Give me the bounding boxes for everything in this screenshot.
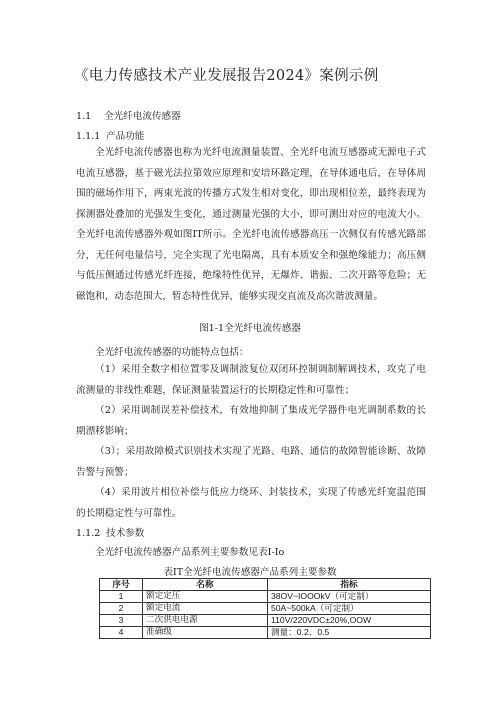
cell-index: 4 [100,627,143,639]
cell-spec: 测量：0.2、0.5 [268,627,431,639]
cell-spec: 38OV~IOOOkV（可定制） [268,591,431,603]
section-heading-1-1-2 [76,525,144,539]
cell-index: 2 [100,603,143,615]
cell-name: 额定定压 [143,591,268,603]
feature-item-1: （1）采用全数字相位置零及调制波复位双闭环控制调制解调技术，攻克了电流测量的非线性难题，保证测量装置运行的长期稳定性和可靠性； [76,364,426,396]
table-row [100,603,431,615]
column-header-name: 名称 [143,579,268,591]
cell-name: 二次供电电源 [143,615,268,627]
column-header-index: 序号 [100,579,143,591]
parameters-table [99,578,431,639]
cell-name: 准确级 [143,627,268,639]
section-number: 1.1.1 [76,131,101,142]
cell-index: 3 [100,615,143,627]
features-intro: 全光纤电流传感器的功能特点包括： [95,347,249,358]
cell-spec: 110V/220VDC±20%,OOW [268,615,431,627]
parameters-intro: 全光纤电流传感器产品系列主要参数见表I-Io [95,547,285,558]
page-title: 《电力传感技术产业发展报告2024》案例示例 [74,68,379,84]
section-number: 1.1 [76,111,92,122]
table-caption: 表IT全光纤电流传感器产品系列主要参数 [163,567,337,578]
column-header-spec: 指标 [268,579,431,591]
table-row [100,591,431,603]
feature-item-3: （3）；采用故障模式识别技术实现了光路、电路、通信的故障智能诊断、故障告警与预警； [76,446,426,478]
feature-item-2: （2）采用调制误差补偿技术，有效地抑制了集成光学器件电光调制系数的长期漂移影响； [76,405,426,437]
section-number: 1.1.2 [76,528,101,539]
figure-caption: 图1-1全光纤电流传感器 [199,323,301,334]
section-title: 技术参数 [106,528,145,539]
product-function-paragraph: 全光纤电流传感器也称为光纤电流测量装置、全光纤电流互感器或无源电子式电流互感器，基于磁光法拉第效应原理和安培环路定理，在导体通电后，在导体周围的磁场作用下，两束光波的传播方式发生相对变化，即出现相位差，最终表现为探测器处叠加的光强发生变化，通过测量光强的大小，即可测出对应的电流大小。全光纤电流传感器外观如图IT所示。全光纤电流传感器高压一次侧仅有传感光路部分，无任何电量信号，完全实现了光电隔离，具有本质安全和强绝缘能力；高压侧与低压侧通过传感光纤连接，绝缘特性优异，无爆炸、谐振、二次开路等危险；无磁饱和，动态范围大，暂态特性优异，能够实现交直流及高次谐波测量。 [76,147,426,302]
cell-spec: 50A~500kA（可定制） [268,603,431,615]
table-row [100,615,431,627]
section-title: 全光纤电流传感器 [104,111,181,122]
table-row [100,627,431,639]
cell-name: 额定电流 [143,603,268,615]
cell-index: 1 [100,591,143,603]
section-heading-1-1 [76,108,181,122]
section-heading-1-1-1 [76,128,144,142]
feature-item-4: （4）采用波片相位补偿与低应力绕环、封装技术，实现了传感光纤宽温范围的长期稳定性与可靠性。 [76,487,426,519]
table-header-row [100,579,431,591]
section-title: 产品功能 [106,131,145,142]
